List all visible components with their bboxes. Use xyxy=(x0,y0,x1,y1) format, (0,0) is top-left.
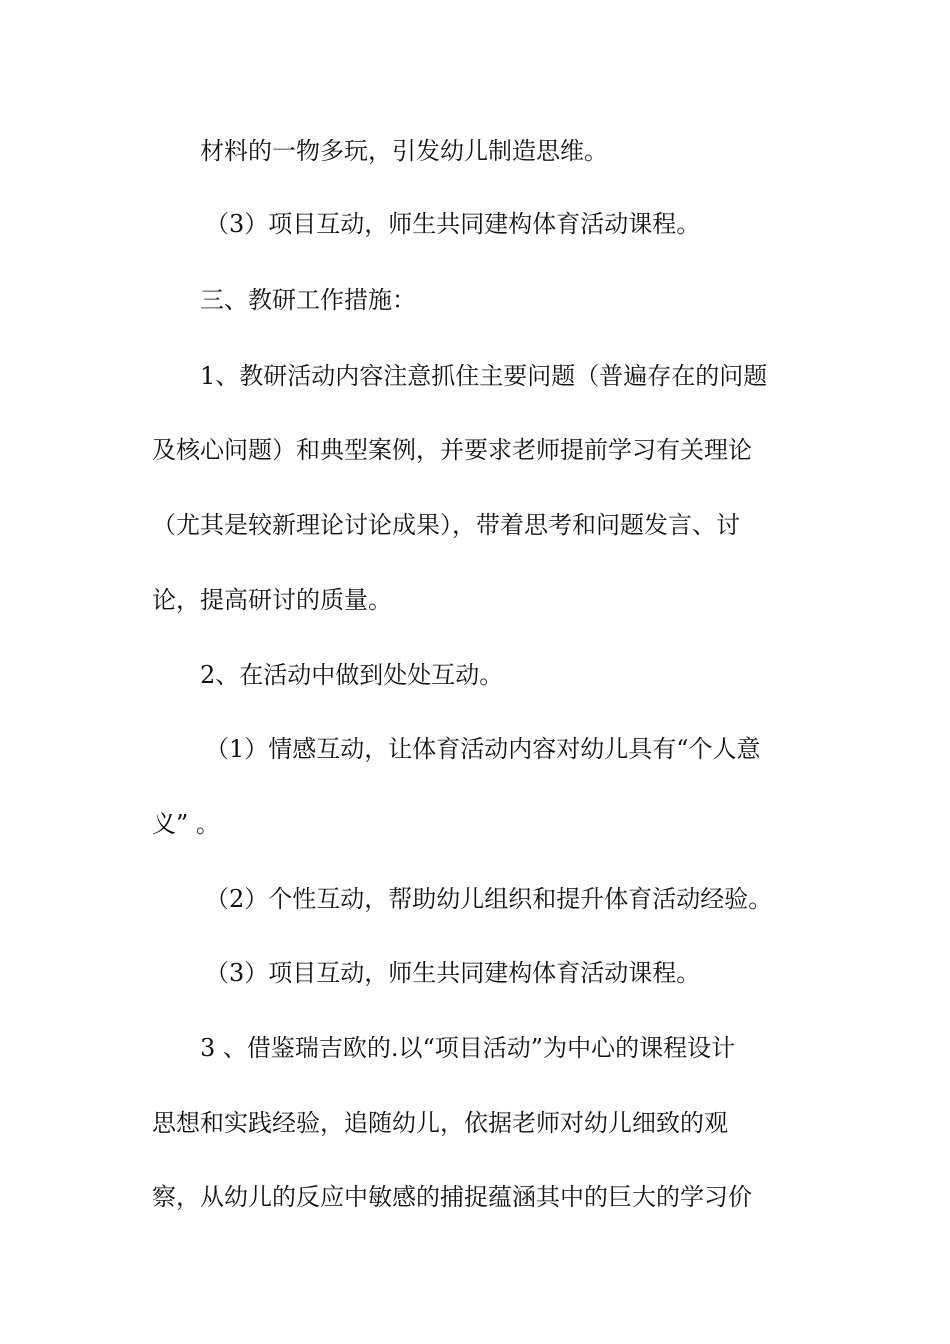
text-line-12: （3）项目互动，师生共同建构体育活动课程。 xyxy=(205,959,701,987)
text-line-13: 3 、借鉴瑞吉欧的.以“项目活动”为中心的课程设计 xyxy=(200,1034,736,1062)
text-line-4: 1、教研活动内容注意抓住主要问题（普遍存在的问题 xyxy=(200,362,768,390)
text-line-1: 材料的一物多玩，引发幼儿制造思维。 xyxy=(200,137,608,165)
text-line-7: 论，提高研讨的质量。 xyxy=(152,586,392,614)
text-line-5: 及核心问题）和典型案例，并要求老师提前学习有关理论 xyxy=(152,436,752,464)
text-line-2: （3）项目互动，师生共同建构体育活动课程。 xyxy=(205,210,701,238)
text-line-8: 2、在活动中做到处处互动。 xyxy=(200,661,504,689)
text-line-10: 义” 。 xyxy=(152,810,220,838)
text-line-6: （尤其是较新理论讨论成果），带着思考和问题发言、讨 xyxy=(152,511,740,539)
text-line-9: （1）情感互动，让体育活动内容对幼儿具有“个人意 xyxy=(205,735,761,763)
text-line-14: 思想和实践经验，追随幼儿，依据老师对幼儿细致的观 xyxy=(152,1109,728,1137)
text-line-11: （2）个性互动，帮助幼儿组织和提升体育活动经验。 xyxy=(205,885,773,913)
section-heading: 三、教研工作措施： xyxy=(200,286,416,314)
text-line-15: 察，从幼儿的反应中敏感的捕捉蕴涵其中的巨大的学习价 xyxy=(152,1183,752,1211)
